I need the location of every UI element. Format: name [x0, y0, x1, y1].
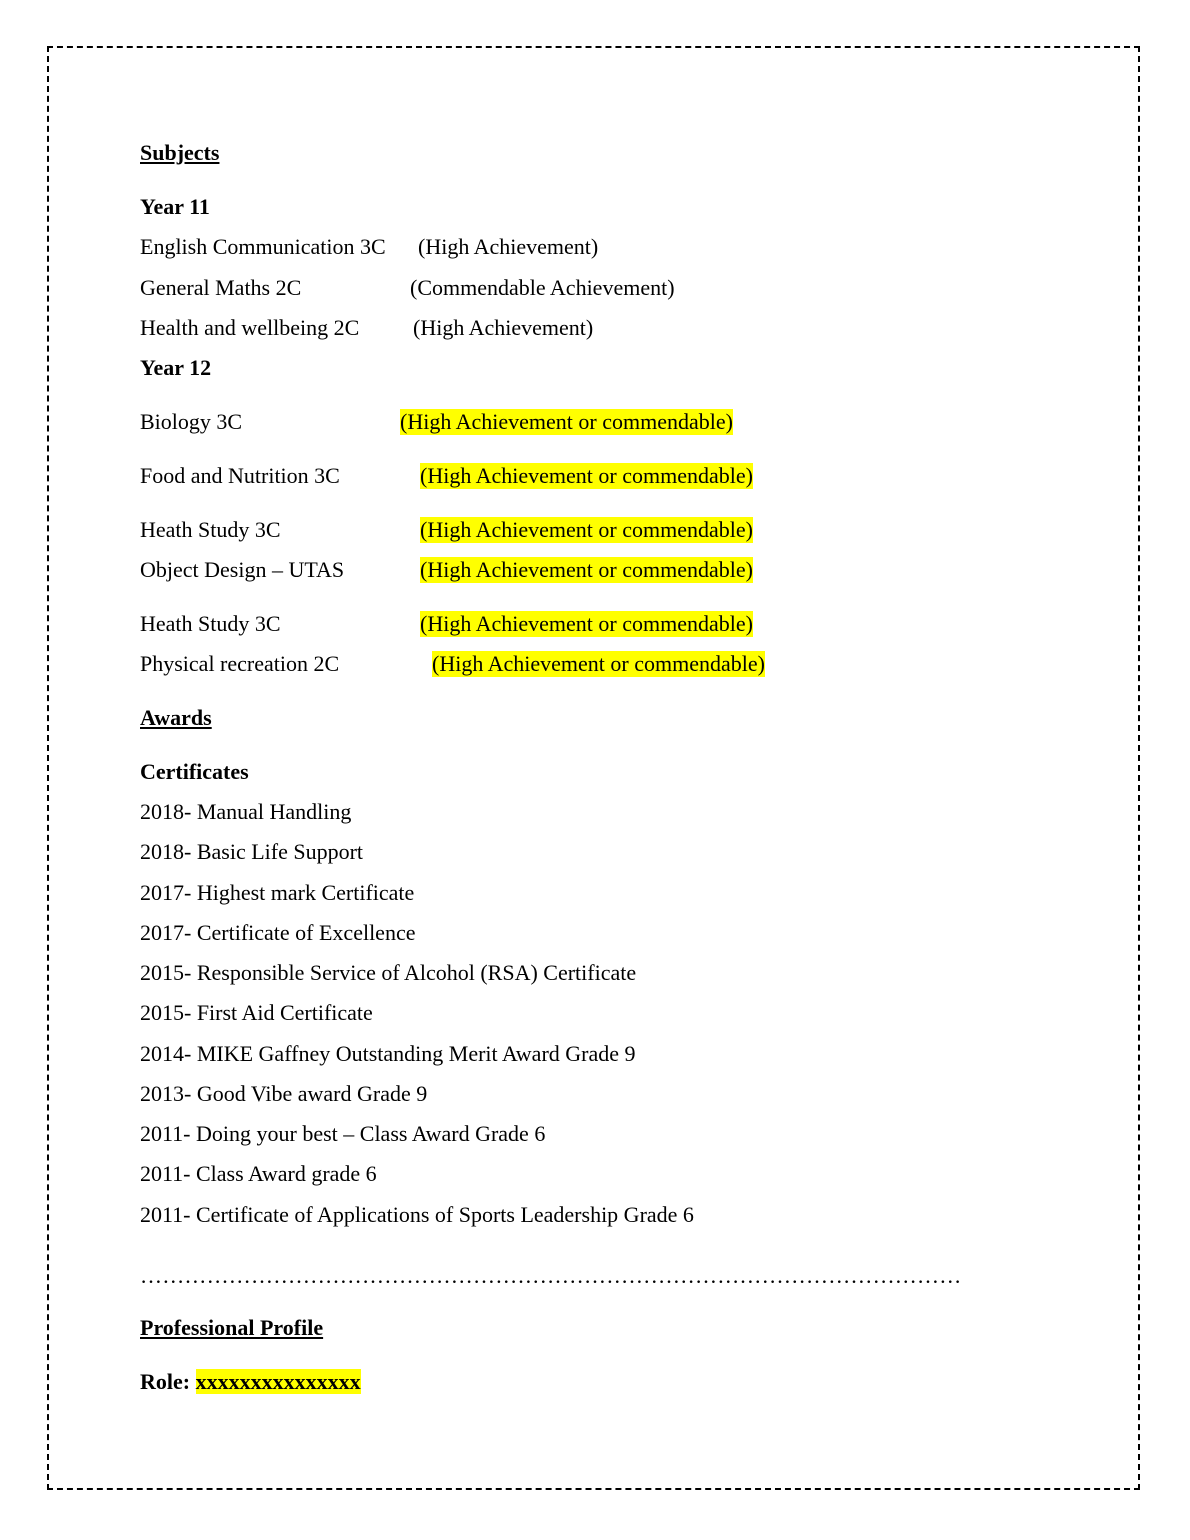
professional-profile-heading: Professional Profile	[140, 1315, 324, 1340]
year-11-row	[140, 234, 599, 260]
certificate-item: 2013- Good Vibe award Grade 9	[140, 1081, 428, 1106]
role-label: Role:	[140, 1369, 191, 1394]
year-12-row	[140, 463, 753, 489]
subject-name: Physical recreation 2C	[140, 651, 340, 676]
certificate-item: 2017- Highest mark Certificate	[140, 880, 415, 905]
certificate-item: 2015- First Aid Certificate	[140, 1000, 373, 1025]
subject-grade-highlighted: (High Achievement or commendable)	[432, 651, 765, 676]
role-value: xxxxxxxxxxxxxxx	[195, 1369, 361, 1394]
subject-grade-highlighted: (High Achievement or commendable)	[420, 463, 753, 488]
certificate-item: 2018- Basic Life Support	[140, 839, 364, 864]
dotted-separator: …………………………………………………………………………………………………	[140, 1263, 962, 1288]
certificates-heading: Certificates	[140, 759, 249, 784]
subject-grade-highlighted: (High Achievement or commendable)	[400, 409, 733, 434]
subject-name: Health and wellbeing 2C	[140, 315, 360, 340]
year-12-heading: Year 12	[140, 355, 212, 380]
subject-name: Heath Study 3C	[140, 517, 281, 542]
year-12-row	[140, 557, 753, 583]
year-12-row	[140, 517, 753, 543]
certificate-item: 2011- Doing your best – Class Award Grade 6	[140, 1121, 546, 1146]
certificate-item: 2011- Certificate of Applications of Sports Leadership Grade 6	[140, 1202, 694, 1227]
certificate-item: 2017- Certificate of Excellence	[140, 920, 416, 945]
year-11-row	[140, 275, 675, 301]
subject-name: General Maths 2C	[140, 275, 302, 300]
subject-grade: (High Achievement)	[413, 315, 594, 340]
subject-name: English Communication 3C	[140, 234, 386, 259]
awards-heading: Awards	[140, 705, 212, 730]
subject-grade-highlighted: (High Achievement or commendable)	[420, 611, 753, 636]
subject-grade-highlighted: (High Achievement or commendable)	[420, 557, 753, 582]
year-11-heading: Year 11	[140, 194, 210, 219]
subject-grade: (Commendable Achievement)	[410, 275, 675, 300]
subject-name: Heath Study 3C	[140, 611, 281, 636]
subjects-heading: Subjects	[140, 140, 220, 165]
subject-name: Food and Nutrition 3C	[140, 463, 340, 488]
certificate-item: 2014- MIKE Gaffney Outstanding Merit Award Grade 9	[140, 1041, 636, 1066]
subject-name: Biology 3C	[140, 409, 243, 434]
certificate-item: 2015- Responsible Service of Alcohol (RSA) Certificate	[140, 960, 637, 985]
year-12-row	[140, 409, 733, 435]
certificate-item: 2011- Class Award grade 6	[140, 1161, 377, 1186]
year-11-row	[140, 315, 594, 341]
subject-grade-highlighted: (High Achievement or commendable)	[420, 517, 753, 542]
year-12-row	[140, 651, 765, 677]
subject-grade: (High Achievement)	[418, 234, 599, 259]
subject-name: Object Design – UTAS	[140, 557, 345, 582]
certificate-item: 2018- Manual Handling	[140, 799, 352, 824]
role-line	[140, 1369, 361, 1395]
year-12-row	[140, 611, 753, 637]
